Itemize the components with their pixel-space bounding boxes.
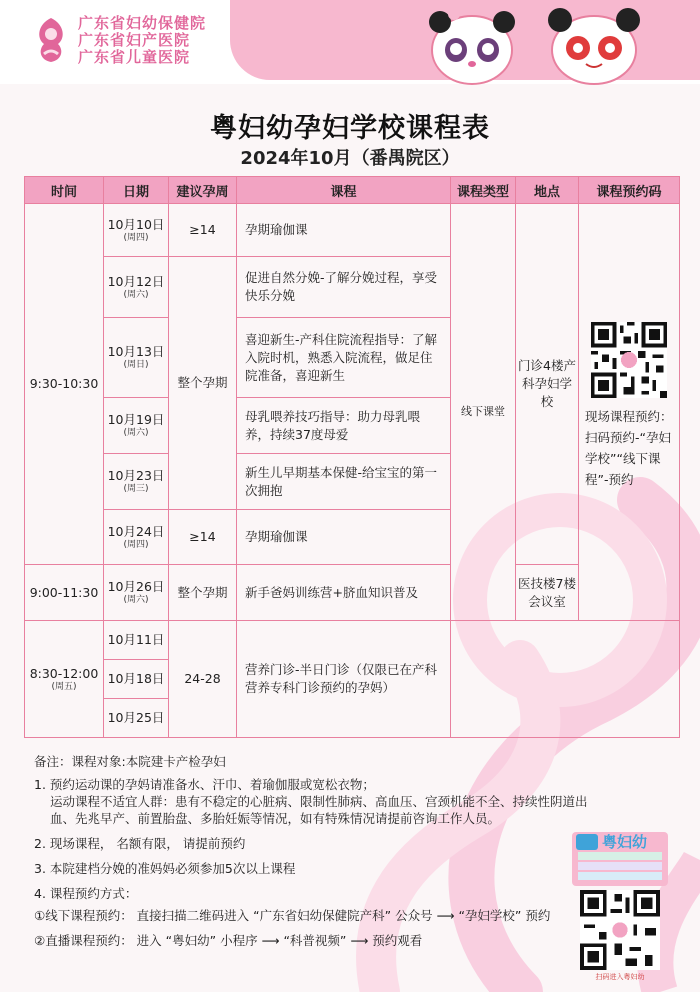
header-time: 时间 [25,177,104,204]
app-brand-text: 粤妇幼 [602,833,648,851]
header-pink-bar [230,0,700,80]
empty-cell [516,621,579,738]
week-cell: 24-28 [169,621,237,738]
course-cell: 喜迎新生-产科住院流程指导：了解入院时机，熟悉入院流程，做足住院准备，喜迎新生 [237,318,451,398]
app-promo [568,828,672,981]
booking-cell [579,204,680,621]
location-cell-2: 医技楼7楼会议室 [516,565,579,621]
date-cell: 10月19日 (周六) [104,398,169,454]
date-cell: 10月23日 (周三) [104,454,169,510]
note-item-3: 3. 本院建档分娩的准妈妈必须参加5次以上课程 [34,861,296,876]
note-item-2: 2. 现场课程， 名额有限， 请提前预约 [34,836,246,851]
hospital-name-2: 广东省妇产医院 [78,30,191,49]
course-cell: 新生儿早期基本保健-给宝宝的第一次拥抱 [237,454,451,510]
table-header-row [25,177,680,204]
page-title: 粤妇幼孕妇学校课程表 [210,113,490,144]
hospital-name-3: 广东省儿童医院 [78,47,191,66]
note-item-4: 4. 课程预约方式： [34,886,138,901]
date-cell: 10月24日 (周四) [104,510,169,565]
date-cell: 10月25日 [104,699,169,738]
hospital-emblem-icon [30,14,72,66]
hospital-names [78,15,206,66]
course-cell: 营养门诊-半日门诊（仅限已在产科营养专科门诊预约的孕妈） [237,621,451,738]
header-course-type: 课程类型 [451,177,516,204]
note-item-1-detail: 运动课程不适宜人群：患有不稳定的心脏病、限制性肺病、高血压、宫颈机能不全、持续性阴道出血、先兆早产、前置胎盘、多胎妊娠等情况，如有特殊情况请提前咨询工作人员。 [50,794,588,826]
date-cell: 10月11日 [104,621,169,660]
course-cell: 母乳喂养技巧指导：助力母乳喂养，持续37度母爱 [237,398,451,454]
header-week: 建议孕周 [169,177,237,204]
note-item-1: 1. 预约运动课的孕妈请准备水、汗巾、着瑜伽服或宽松衣物； [34,777,375,792]
course-cell: 孕期瑜伽课 [237,204,451,257]
empty-cell [579,621,680,738]
notes-section [34,752,594,949]
app-brand-banner [568,828,672,888]
course-cell: 促进自然分娩-了解分娩过程，享受快乐分娩 [237,257,451,318]
time-cell: 8:30-12:00 (周五) [25,621,104,738]
app-qr-caption: 扫码进入粤妇幼 [595,973,645,981]
schedule-table [24,176,680,738]
time-cell: 9:00-11:30 [25,565,104,621]
hospital-logo [30,14,206,66]
week-cell: ≥14 [169,510,237,565]
week-cell: 整个孕期 [169,257,237,510]
date-cell: 10月26日 (周六) [104,565,169,621]
course-cell: 新手爸妈训练营+脐血知识普及 [237,565,451,621]
location-cell-1: 门诊4楼产科孕妇学校 [516,204,579,565]
hospital-name-1: 广东省妇幼保健院 [78,13,207,32]
notes-head: 备注：课程对象:本院建卡产检孕妇 [34,754,226,769]
header-course: 课程 [237,177,451,204]
page-subtitle: 2024年10月（番禺院区） [240,148,460,169]
note-item-4b: ②直播课程预约： 进入 “粤妇幼” 小程序 ⟶ “科普视频” ⟶ 预约观看 [34,933,423,948]
date-cell: 10月18日 [104,660,169,699]
course-type-cell: 线下课堂 [451,204,516,621]
header-booking-code: 课程预约码 [579,177,680,204]
header-location: 地点 [516,177,579,204]
header-date: 日期 [104,177,169,204]
week-cell: 整个孕期 [169,565,237,621]
booking-qr-code[interactable] [591,322,667,398]
course-cell: 孕期瑜伽课 [237,510,451,565]
table-row [25,204,680,257]
date-cell: 10月12日 (周六) [104,257,169,318]
date-cell: 10月13日 (周日) [104,318,169,398]
week-cell: ≥14 [169,204,237,257]
app-qr-code[interactable] [580,890,660,970]
booking-instructions: 现场课程预约：扫码预约-“孕妇学校”“线下课程”-预约 [585,409,673,487]
empty-cell [451,621,516,738]
note-item-4a: ①线下课程预约： 直接扫描二维码进入 “广东省妇幼保健院产科” 公众号 ⟶ “孕妇学校” 预约 [34,908,551,923]
date-cell: 10月10日 (周四) [104,204,169,257]
time-cell: 9:30-10:30 [25,204,104,565]
table-row [25,621,680,660]
